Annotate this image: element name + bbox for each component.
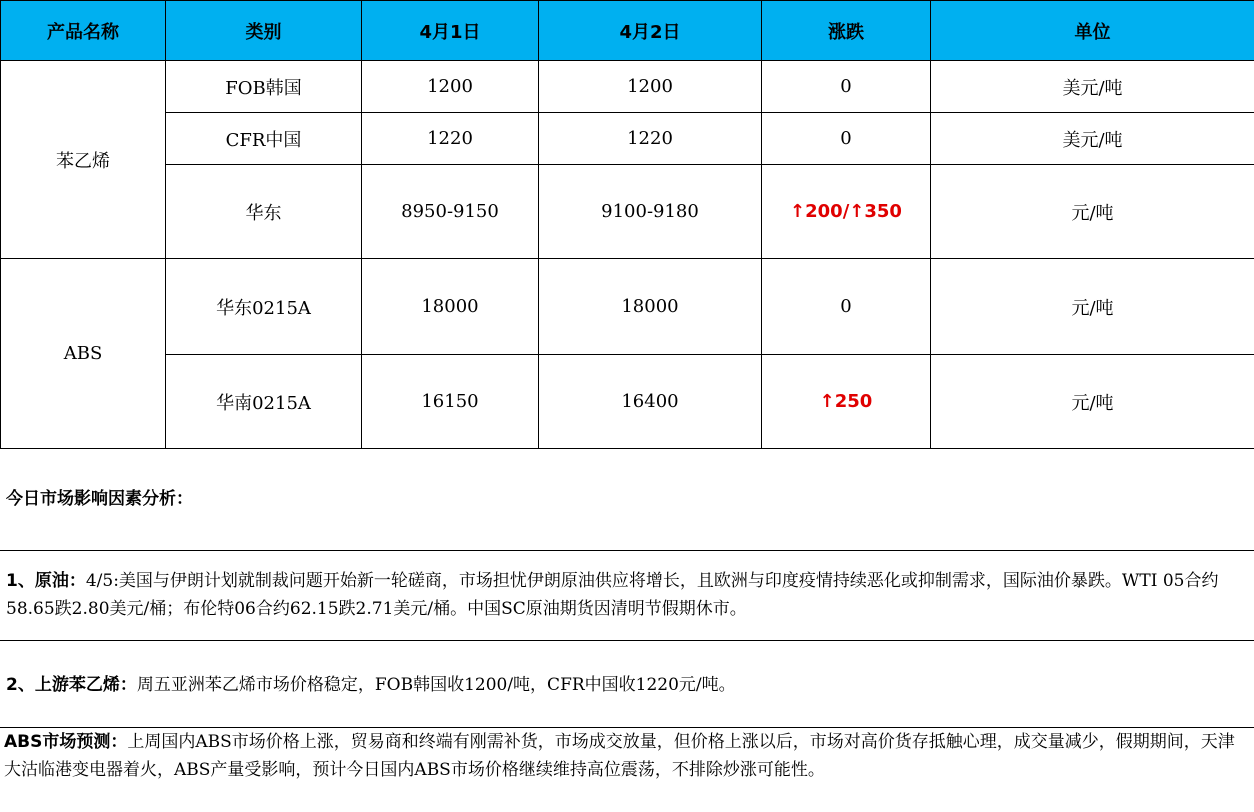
table-row [1,355,1254,449]
unit-cell: 元/吨 [931,259,1254,355]
apr1-cell: 1220 [362,113,539,165]
analysis-title: 今日市场影响因素分析： [6,489,193,509]
crude-oil-section [0,551,1254,641]
crude-oil-text: 4/5:美国与伊朗计划就制裁问题开始新一轮磋商，市场担忧伊朗原油供应将增长，且欧洲与印度疫情持续恶化或抑制需求，国际油价暴跌。WTI 05合约58.65跌2.80美元/桶；布伦特06合约62.15跌2.71美元/桶。中国SC原油期货因清明节假期休市。 [6,571,1219,619]
crude-oil-paragraph [6,567,1250,623]
styrene-paragraph [6,671,1250,699]
header-change: 涨跌 [762,1,931,61]
table-row [1,259,1254,355]
change-cell: 0 [762,61,931,113]
table-row [1,61,1254,113]
category-cell: 华南0215A [166,355,362,449]
styrene-section [0,641,1254,728]
crude-oil-label: 1、原油： [6,571,86,591]
unit-cell: 美元/吨 [931,61,1254,113]
forecast-section [0,728,1254,812]
apr1-cell: 1200 [362,61,539,113]
category-cell: FOB韩国 [166,61,362,113]
forecast-label: ABS市场预测： [4,732,128,752]
header-apr1: 4月1日 [362,1,539,61]
apr2-cell: 9100-9180 [539,165,762,259]
change-cell: ↑250 [762,355,931,449]
category-cell: CFR中国 [166,113,362,165]
apr2-cell: 18000 [539,259,762,355]
product-cell: ABS [1,259,166,449]
header-apr2: 4月2日 [539,1,762,61]
apr2-cell: 1220 [539,113,762,165]
apr2-cell: 1200 [539,61,762,113]
change-cell: 0 [762,113,931,165]
apr2-cell: 16400 [539,355,762,449]
analysis-title-section [0,447,1254,551]
unit-cell: 美元/吨 [931,113,1254,165]
table-row [1,165,1254,259]
change-cell: 0 [762,259,931,355]
table-row [1,113,1254,165]
category-cell: 华东0215A [166,259,362,355]
unit-cell: 元/吨 [931,165,1254,259]
category-cell: 华东 [166,165,362,259]
apr1-cell: 8950-9150 [362,165,539,259]
header-category: 类别 [166,1,362,61]
forecast-text: 上周国内ABS市场价格上涨，贸易商和终端有刚需补货，市场成交放量，但价格上涨以后，市场对高价货存抵触心理，成交量减少，假期期间，天津大沽临港变电器着火，ABS产量受影响，预计今日国内ABS市场价格继续维持高位震荡，不排除炒涨可能性。 [4,732,1235,780]
forecast-paragraph [4,728,1250,784]
styrene-text: 周五亚洲苯乙烯市场价格稳定，FOB韩国收1200/吨，CFR中国收1220元/吨。 [136,675,736,695]
header-unit: 单位 [931,1,1254,61]
header-product: 产品名称 [1,1,166,61]
product-cell: 苯乙烯 [1,61,166,259]
apr1-cell: 16150 [362,355,539,449]
unit-cell: 元/吨 [931,355,1254,449]
apr1-cell: 18000 [362,259,539,355]
change-cell: ↑200/↑350 [762,165,931,259]
styrene-label: 2、上游苯乙烯： [6,675,137,695]
header-row [1,1,1254,61]
